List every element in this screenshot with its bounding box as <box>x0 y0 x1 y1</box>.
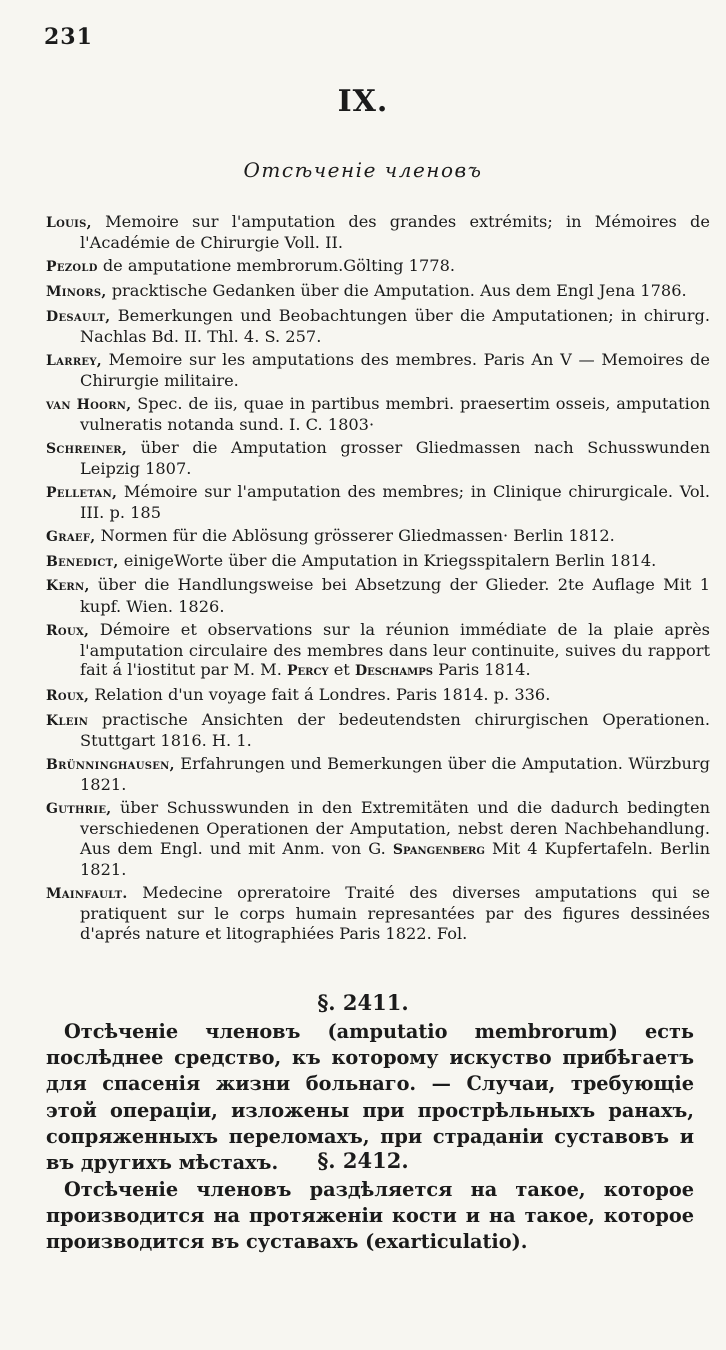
reference-text: Memoire sur l'amputation des grandes extrémits; in Mémoires de l'Académie de Chirurgie Voll. II. <box>80 212 710 253</box>
paragraph-text: Отсѣченіе членовъ (amputatio membrorum) есть послѣднее средство, къ которому искуство прибѣгаетъ для спасенія жизни больнаго. — Случаи, требующіе этой операціи, изложены при прострѣльныхъ ранахъ, сопряженныхъ переломахъ, при страданіи суставовъ и въ другихъ мѣстахъ. <box>46 1020 694 1175</box>
reference-entry <box>46 754 710 795</box>
reference-author: Pezold <box>46 259 98 276</box>
reference-author: Roux, <box>46 688 90 705</box>
reference-text-connector: et <box>328 660 355 680</box>
reference-text: Bemerkungen und Beobachtungen über die Amputationen; in chirurg. Nachlas Bd. II. Thl. 4. S. 257. <box>80 305 710 346</box>
reference-entry <box>46 710 710 751</box>
reference-text: Démoire et observations sur la réunion immédiate de la plaie après l'amputation circulaire des membres dans leur continuite, suives du rapport fait á l'iostitut par M. M. <box>80 619 710 680</box>
reference-text: Normen für die Ablösung grösserer Gliedmassen· Berlin 1812. <box>95 526 615 546</box>
reference-text: practische Ansichten der bedeutendsten chirurgischen Operationen. Stuttgart 1816. H. 1. <box>80 709 710 751</box>
reference-author: Larrey, <box>46 352 102 369</box>
reference-entry <box>46 526 710 547</box>
reference-author: Louis, <box>46 215 92 231</box>
reference-list <box>46 212 710 946</box>
reference-text: Memoire sur les amputations des membres. Paris An V — Memoires de Chirurgie militaire. <box>80 349 710 391</box>
reference-text: de amputatione membrorum.Gölting 1778. <box>97 256 456 276</box>
page-number: 231 <box>44 24 93 50</box>
reference-entry <box>46 575 710 616</box>
reference-text: über Schusswunden in den Extremitäten und die dadurch bedingten verschiedenen Operationen der Amputation, nebst deren Nachbehandlung. Aus dem Engl. und mit Anm. von G. <box>80 798 710 858</box>
reference-name-smallcaps: Percy <box>287 663 329 680</box>
reference-entry <box>46 482 710 523</box>
reference-entry <box>46 256 710 277</box>
reference-entry <box>46 212 710 253</box>
reference-author: Schreiner, <box>46 440 128 457</box>
reference-author: Benedict, <box>46 553 119 570</box>
reference-author: Kern, <box>46 578 90 595</box>
reference-text-tail: Paris 1814. <box>432 660 531 680</box>
reference-entry <box>46 620 710 682</box>
reference-author: Desault, <box>46 308 111 325</box>
reference-text: Spec. de iis, quae in partibus membri. praesertim osseis, amputation vulneratis notanda sund. I. C. 1803· <box>80 393 711 435</box>
reference-entry <box>46 438 710 479</box>
reference-author: Klein <box>46 712 89 729</box>
reference-text: einigeWorte über die Amputation in Kriegsspitalern Berlin 1814. <box>118 550 657 570</box>
chapter-heading: IX. <box>337 84 389 119</box>
reference-author: Mainfault. <box>46 885 128 902</box>
reference-text: Medecine opreratoire Traité des diverses amputations qui se pratiquent sur le corps humain represantées par des figures dessinées d'aprés nature et litographiées Paris 1822. Fol. <box>80 882 710 943</box>
reference-author: Graef, <box>46 529 96 546</box>
reference-text: pracktische Gedanken über die Amputation. Aus dem Engl Jena 1786. <box>106 280 687 300</box>
reference-name-smallcaps: Spangenberg <box>392 841 485 858</box>
reference-entry <box>46 306 710 347</box>
reference-text-tail: Mit 4 Kupfertafeln. Berlin 1821. <box>80 838 710 880</box>
reference-entry <box>46 798 710 880</box>
reference-name-smallcaps: Deschamps <box>354 663 433 680</box>
reference-author: Guthrie, <box>46 801 112 818</box>
reference-text: über die Handlungsweise bei Absetzung der Glieder. 2te Auflage Mit 1 kupf. Wien. 1826. <box>80 575 710 616</box>
reference-author: van Hoorn, <box>46 396 132 413</box>
reference-entry <box>46 551 710 572</box>
reference-author: Brünninghausen, <box>46 756 175 773</box>
reference-text: Mémoire sur l'amputation des membres; in Clinique chirurgicale. Vol. III. p. 185 <box>80 481 710 523</box>
reference-text: Erfahrungen und Bemerkungen über die Amputation. Würzburg 1821. <box>80 753 710 795</box>
paragraph-text: Отсѣченіе членовъ раздѣляется на такое, которое производится на протяженіи кости и на такое, которое производится въ суставахъ (exarticulatio). <box>46 1178 694 1254</box>
paragraph-number: §. 2411. <box>317 990 409 1015</box>
reference-entry <box>46 281 710 302</box>
reference-entry <box>46 350 710 391</box>
paragraph-number: §. 2412. <box>317 1148 409 1173</box>
reference-author: Pelletan, <box>46 484 118 501</box>
reference-entry <box>46 394 710 435</box>
reference-author: Minors, <box>46 283 107 300</box>
reference-entry <box>46 883 710 943</box>
reference-text: über die Amputation grosser Gliedmassen nach Schusswunden Leipzig 1807. <box>80 437 710 479</box>
reference-author: Roux, <box>46 622 90 639</box>
section-title: Отсѣченіе членовъ <box>243 158 483 182</box>
reference-text: Relation d'un voyage fait á Londres. Paris 1814. p. 336. <box>89 685 551 705</box>
reference-entry <box>46 685 710 706</box>
